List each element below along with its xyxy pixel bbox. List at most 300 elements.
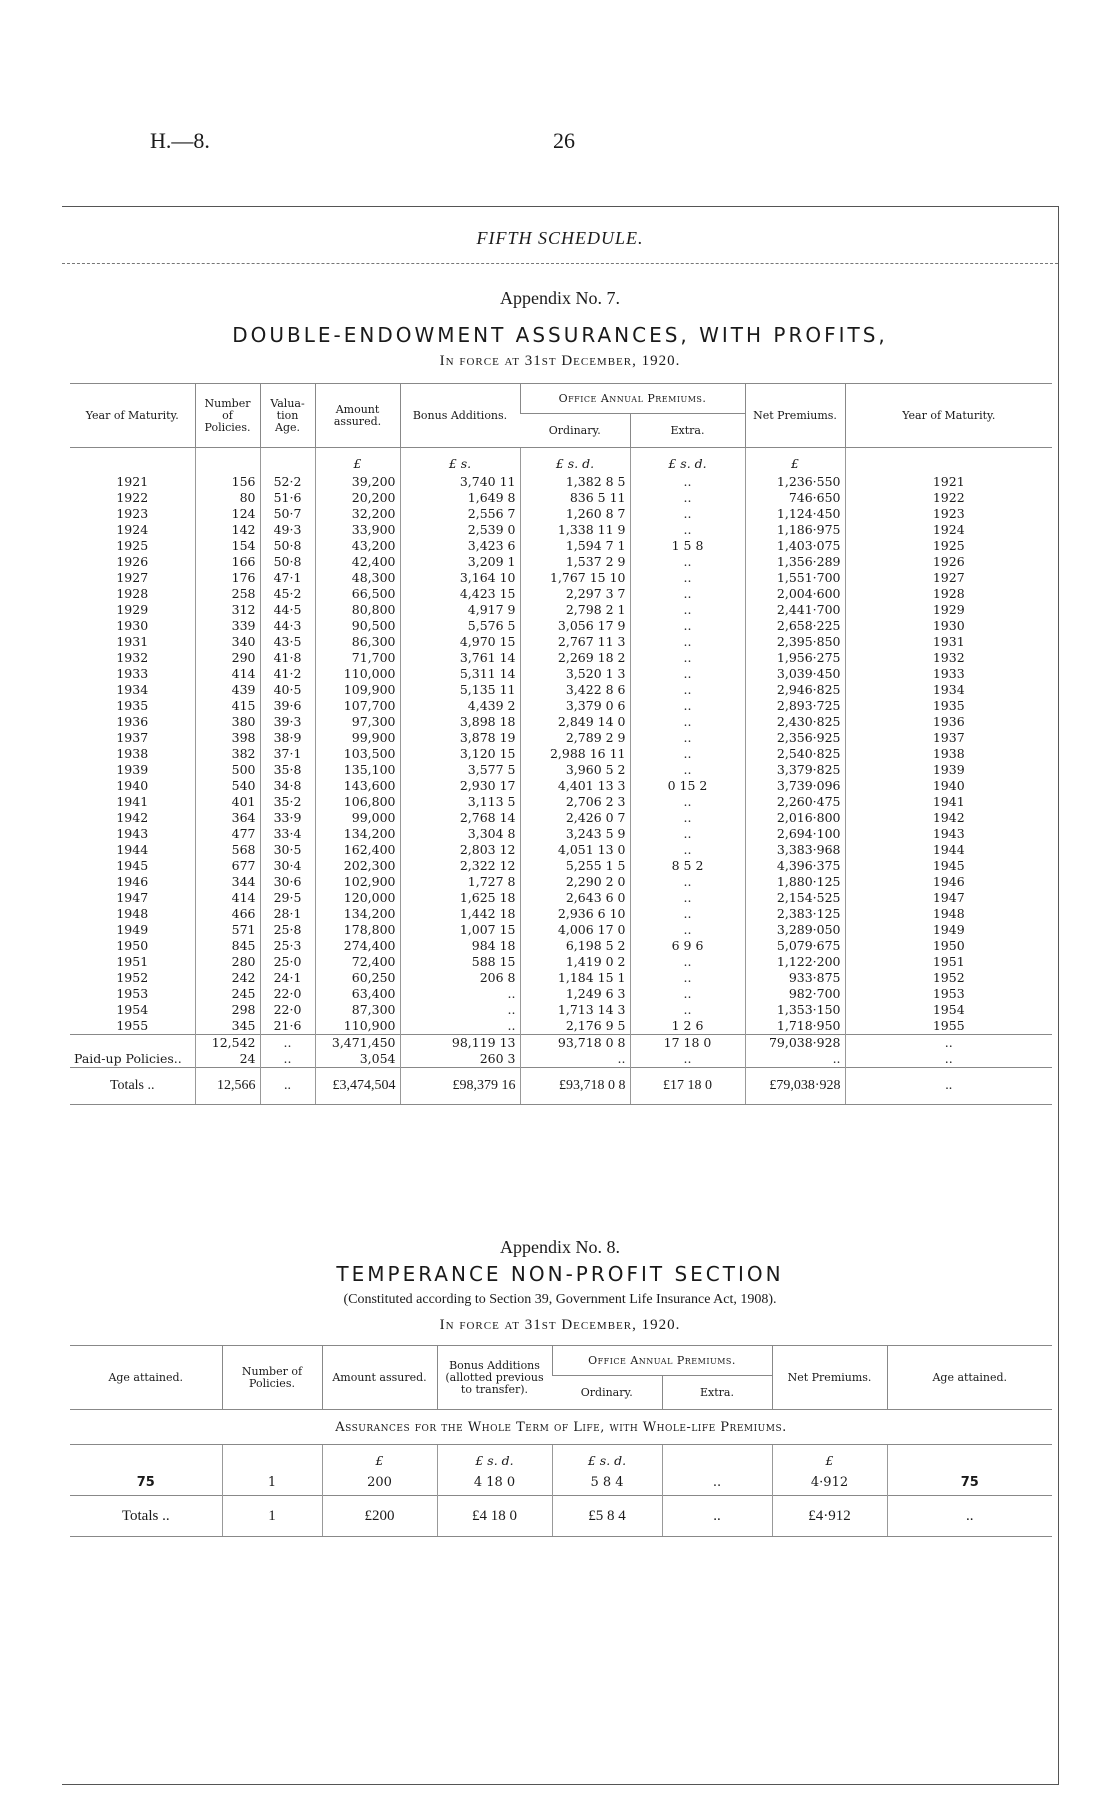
cell-extra: .. xyxy=(630,954,745,970)
header-office-annual-premiums: Office Annual Premiums. xyxy=(520,384,745,414)
cell-number: 401 xyxy=(195,794,260,810)
cell-extra: .. xyxy=(630,474,745,490)
cell-extra: .. xyxy=(630,682,745,698)
cell-valuation-age: .. xyxy=(260,1068,315,1105)
document-reference: H.—8. xyxy=(150,128,210,153)
cell-amount: 202,300 xyxy=(315,858,400,874)
cell-net: 1,356·289 xyxy=(745,554,845,570)
unit-ordinary: £ s. d. xyxy=(552,1445,662,1470)
cell-ordinary: 2,297 3 7 xyxy=(520,586,630,602)
cell-amount: 120,000 xyxy=(315,890,400,906)
total-bonus: £4 18 0 xyxy=(437,1496,552,1537)
cell-ordinary: 1,382 8 5 xyxy=(520,474,630,490)
appendix-8-title: TEMPERANCE NON-PROFIT SECTION xyxy=(336,1262,784,1286)
cell-amount: 42,400 xyxy=(315,554,400,570)
cell-year: 1953 xyxy=(116,986,149,1001)
cell-valuation-age: 38·9 xyxy=(260,730,315,746)
cell-year: 1921 xyxy=(116,474,149,489)
unit-bonus: £ s. xyxy=(400,448,520,475)
cell-amount: 143,600 xyxy=(315,778,400,794)
cell-year: 1938 xyxy=(116,746,149,761)
table-row xyxy=(70,602,1052,618)
cell-year-right: 1931 xyxy=(845,634,1052,650)
cell-year-right: 1941 xyxy=(845,794,1052,810)
header-age-attained-right: Age attained. xyxy=(887,1346,1052,1410)
cell-amount: 39,200 xyxy=(315,474,400,490)
unit-net: £ xyxy=(772,1445,887,1470)
cell-valuation-age: 41·8 xyxy=(260,650,315,666)
cell-number: 290 xyxy=(195,650,260,666)
cell-extra: .. xyxy=(630,490,745,506)
table-row xyxy=(70,682,1052,698)
table-row xyxy=(70,618,1052,634)
cell-bonus: 2,539 0 xyxy=(400,522,520,538)
cell-number: 845 xyxy=(195,938,260,954)
cell-bonus: 260 3 xyxy=(400,1051,520,1068)
cell-bonus: 3,113 5 xyxy=(400,794,520,810)
cell-bonus: 1,727 8 xyxy=(400,874,520,890)
cell-number: 176 xyxy=(195,570,260,586)
cell-year: 1927 xyxy=(116,570,149,585)
cell-age-right: 75 xyxy=(887,1469,1052,1496)
cell-year: 1933 xyxy=(116,666,149,681)
cell-year-right: 1921 xyxy=(845,474,1052,490)
cell-amount: 72,400 xyxy=(315,954,400,970)
table-row xyxy=(70,762,1052,778)
cell-extra: .. xyxy=(630,794,745,810)
cell-bonus: 206 8 xyxy=(400,970,520,986)
cell-ordinary: 1,419 0 2 xyxy=(520,954,630,970)
cell-net: 2,016·800 xyxy=(745,810,845,826)
cell-age: 75 xyxy=(136,1474,155,1490)
cell-ordinary: 2,988 16 11 xyxy=(520,746,630,762)
cell-year-right: 1953 xyxy=(845,986,1052,1002)
section-heading-row xyxy=(70,1410,1052,1445)
cell-bonus: .. xyxy=(400,986,520,1002)
cell-valuation-age: 28·1 xyxy=(260,906,315,922)
cell-year: 1930 xyxy=(116,618,149,633)
cell-extra: .. xyxy=(630,618,745,634)
table-row xyxy=(70,586,1052,602)
cell-valuation-age: 37·1 xyxy=(260,746,315,762)
cell-year: 1947 xyxy=(116,890,149,905)
cell-net: £79,038·928 xyxy=(745,1068,845,1105)
cell-year-right: 1944 xyxy=(845,842,1052,858)
total-number: 1 xyxy=(222,1496,322,1537)
cell-ordinary: 2,176 9 5 xyxy=(520,1018,630,1035)
cell-net: 3,039·450 xyxy=(745,666,845,682)
cell-net: 746·650 xyxy=(745,490,845,506)
cell-extra: .. xyxy=(630,666,745,682)
cell-year-right: 1929 xyxy=(845,602,1052,618)
cell-ordinary: 2,789 2 9 xyxy=(520,730,630,746)
appendix-7-subtitle: In force at 31st December, 1920. xyxy=(439,353,681,369)
total-amount: £200 xyxy=(322,1496,437,1537)
cell-extra: 0 15 2 xyxy=(630,778,745,794)
cell-number: 80 xyxy=(195,490,260,506)
cell-extra: .. xyxy=(630,986,745,1002)
cell-year-right: 1946 xyxy=(845,874,1052,890)
cell-ordinary: £93,718 0 8 xyxy=(520,1068,630,1105)
cell-year-right: 1935 xyxy=(845,698,1052,714)
cell-year: 1922 xyxy=(116,490,149,505)
cell-valuation-age: 41·2 xyxy=(260,666,315,682)
cell-extra: .. xyxy=(630,698,745,714)
cell-net: 2,946·825 xyxy=(745,682,845,698)
cell-year: 1926 xyxy=(116,554,149,569)
subtotal-row xyxy=(70,1035,1052,1052)
cell-ordinary: 2,290 2 0 xyxy=(520,874,630,890)
table-row xyxy=(70,890,1052,906)
cell-number: 345 xyxy=(195,1018,260,1035)
cell-net: 1,186·975 xyxy=(745,522,845,538)
appendix-7-label: Appendix No. 7. xyxy=(500,288,620,308)
cell-number: 344 xyxy=(195,874,260,890)
cell-ordinary: 1,249 6 3 xyxy=(520,986,630,1002)
cell-amount: 103,500 xyxy=(315,746,400,762)
cell-extra: 8 5 2 xyxy=(630,858,745,874)
cell-number: 166 xyxy=(195,554,260,570)
cell-ordinary: 3,960 5 2 xyxy=(520,762,630,778)
cell-extra: 1 2 6 xyxy=(630,1018,745,1035)
cell-extra: .. xyxy=(630,1051,745,1068)
cell-net: 1,956·275 xyxy=(745,650,845,666)
table-row xyxy=(70,650,1052,666)
cell-bonus: 3,209 1 xyxy=(400,554,520,570)
cell-number: 298 xyxy=(195,1002,260,1018)
cell-ordinary: 2,269 18 2 xyxy=(520,650,630,666)
cell-number: 439 xyxy=(195,682,260,698)
header-year-of-maturity: Year of Maturity. xyxy=(70,384,195,448)
cell-number: 12,566 xyxy=(195,1068,260,1105)
cell-valuation-age: 25·8 xyxy=(260,922,315,938)
cell-ordinary: 3,422 8 6 xyxy=(520,682,630,698)
table-row xyxy=(70,906,1052,922)
cell-valuation-age: 51·6 xyxy=(260,490,315,506)
table-row xyxy=(70,714,1052,730)
cell-valuation-age: 49·3 xyxy=(260,522,315,538)
cell-amount: 66,500 xyxy=(315,586,400,602)
cell-bonus: 4,439 2 xyxy=(400,698,520,714)
cell-bonus: 3,761 14 xyxy=(400,650,520,666)
cell-year: 1934 xyxy=(116,682,149,697)
cell-year: 1944 xyxy=(116,842,149,857)
cell-bonus: 1,649 8 xyxy=(400,490,520,506)
cell-year: 1925 xyxy=(116,538,149,553)
cell-year-right: 1942 xyxy=(845,810,1052,826)
total-age: .. xyxy=(887,1496,1052,1537)
cell-year: 1935 xyxy=(116,698,149,713)
cell-number: 245 xyxy=(195,986,260,1002)
cell-year-right: 1938 xyxy=(845,746,1052,762)
cell-amount: 48,300 xyxy=(315,570,400,586)
cell-valuation-age: 39·6 xyxy=(260,698,315,714)
cell-extra: .. xyxy=(630,970,745,986)
cell-valuation-age: 50·8 xyxy=(260,538,315,554)
cell-amount: 43,200 xyxy=(315,538,400,554)
cell-net: 2,004·600 xyxy=(745,586,845,602)
cell-net: 3,739·096 xyxy=(745,778,845,794)
cell-net: 1,718·950 xyxy=(745,1018,845,1035)
table-row xyxy=(70,810,1052,826)
cell-ordinary: 1,594 7 1 xyxy=(520,538,630,554)
totals-row xyxy=(70,1496,1052,1537)
cell-net: 2,430·825 xyxy=(745,714,845,730)
cell-year: 1949 xyxy=(116,922,149,937)
cell-year: 1946 xyxy=(116,874,149,889)
cell-amount: 200 xyxy=(322,1469,437,1496)
total-ordinary: £5 8 4 xyxy=(552,1496,662,1537)
cell-valuation-age: 30·6 xyxy=(260,874,315,890)
cell-ordinary: 3,379 0 6 xyxy=(520,698,630,714)
cell-year-right: .. xyxy=(845,1035,1052,1052)
cell-amount: 162,400 xyxy=(315,842,400,858)
cell-number: 364 xyxy=(195,810,260,826)
cell-extra: .. xyxy=(630,826,745,842)
cell-bonus: 3,878 19 xyxy=(400,730,520,746)
table-row xyxy=(70,938,1052,954)
unit-amount: £ xyxy=(315,448,400,475)
cell-bonus: 1,007 15 xyxy=(400,922,520,938)
cell-bonus: 4 18 0 xyxy=(437,1469,552,1496)
table-row xyxy=(70,746,1052,762)
cell-year-right: 1922 xyxy=(845,490,1052,506)
cell-net: 2,260·475 xyxy=(745,794,845,810)
cell-bonus: 588 15 xyxy=(400,954,520,970)
cell-extra: .. xyxy=(630,650,745,666)
appendix-8-subtitle: In force at 31st December, 1920. xyxy=(439,1317,681,1333)
cell-year-right: 1926 xyxy=(845,554,1052,570)
cell-amount: 110,000 xyxy=(315,666,400,682)
cell-extra: .. xyxy=(630,762,745,778)
cell-number: 156 xyxy=(195,474,260,490)
cell-amount: 32,200 xyxy=(315,506,400,522)
cell-year: 1932 xyxy=(116,650,149,665)
cell-valuation-age: 47·1 xyxy=(260,570,315,586)
cell-number: 382 xyxy=(195,746,260,762)
cell-year-right: 1936 xyxy=(845,714,1052,730)
cell-bonus: 2,930 17 xyxy=(400,778,520,794)
units-row xyxy=(70,448,1052,475)
cell-year-right: 1932 xyxy=(845,650,1052,666)
cell-year: 1931 xyxy=(116,634,149,649)
cell-net: 2,154·525 xyxy=(745,890,845,906)
cell-year-right: 1927 xyxy=(845,570,1052,586)
cell-number: 677 xyxy=(195,858,260,874)
cell-extra: .. xyxy=(630,874,745,890)
table-row xyxy=(70,954,1052,970)
cell-bonus: 3,120 15 xyxy=(400,746,520,762)
table-row xyxy=(70,1469,1052,1496)
table-row xyxy=(70,666,1052,682)
header-number-of-policies: Number of Policies. xyxy=(195,384,260,448)
cell-extra: .. xyxy=(630,730,745,746)
cell-extra: .. xyxy=(630,890,745,906)
cell-amount: £3,474,504 xyxy=(315,1068,400,1105)
cell-bonus: 3,423 6 xyxy=(400,538,520,554)
cell-extra: .. xyxy=(630,906,745,922)
cell-amount: 33,900 xyxy=(315,522,400,538)
cell-net: 2,383·125 xyxy=(745,906,845,922)
cell-bonus: 2,803 12 xyxy=(400,842,520,858)
cell-ordinary: 1,338 11 9 xyxy=(520,522,630,538)
cell-ordinary: 3,520 1 3 xyxy=(520,666,630,682)
cell-ordinary: 1,184 15 1 xyxy=(520,970,630,986)
cell-net: 982·700 xyxy=(745,986,845,1002)
cell-number: 415 xyxy=(195,698,260,714)
section-heading: Assurances for the Whole Term of Life, with Whole-life Premiums. xyxy=(70,1410,1052,1445)
header-year-of-maturity-right: Year of Maturity. xyxy=(845,384,1052,448)
cell-ordinary: 5,255 1 5 xyxy=(520,858,630,874)
cell-number: 540 xyxy=(195,778,260,794)
paid-up-row xyxy=(70,1051,1052,1068)
cell-amount: 60,250 xyxy=(315,970,400,986)
cell-valuation-age: 30·5 xyxy=(260,842,315,858)
cell-valuation-age: 33·9 xyxy=(260,810,315,826)
cell-number: 414 xyxy=(195,666,260,682)
cell-year-right: 1952 xyxy=(845,970,1052,986)
cell-year xyxy=(70,1035,195,1052)
cell-ordinary: 4,051 13 0 xyxy=(520,842,630,858)
cell-extra: £17 18 0 xyxy=(630,1068,745,1105)
header-net-premiums: Net Premiums. xyxy=(772,1346,887,1410)
cell-bonus: 98,119 13 xyxy=(400,1035,520,1052)
cell-number: 312 xyxy=(195,602,260,618)
totals-label: Totals .. xyxy=(70,1496,222,1537)
table-row xyxy=(70,538,1052,554)
cell-valuation-age: 50·7 xyxy=(260,506,315,522)
table-row xyxy=(70,794,1052,810)
cell-net: 79,038·928 xyxy=(745,1035,845,1052)
table-row xyxy=(70,506,1052,522)
cell-number: 339 xyxy=(195,618,260,634)
cell-amount: 110,900 xyxy=(315,1018,400,1035)
cell-bonus: £98,379 16 xyxy=(400,1068,520,1105)
cell-ordinary: 4,006 17 0 xyxy=(520,922,630,938)
cell-year: 1955 xyxy=(116,1018,149,1033)
cell-net: 2,356·925 xyxy=(745,730,845,746)
cell-amount: 274,400 xyxy=(315,938,400,954)
cell-year: 1941 xyxy=(116,794,149,809)
cell-valuation-age: 44·3 xyxy=(260,618,315,634)
cell-ordinary: 2,936 6 10 xyxy=(520,906,630,922)
cell-valuation-age: 34·8 xyxy=(260,778,315,794)
cell-amount: 134,200 xyxy=(315,826,400,842)
cell-extra: 1 5 8 xyxy=(630,538,745,554)
cell-year-right: 1948 xyxy=(845,906,1052,922)
cell-extra: .. xyxy=(630,746,745,762)
cell-year-right: .. xyxy=(845,1051,1052,1068)
cell-ordinary: 836 5 11 xyxy=(520,490,630,506)
cell-valuation-age: 29·5 xyxy=(260,890,315,906)
cell-net: 5,079·675 xyxy=(745,938,845,954)
cell-amount: 90,500 xyxy=(315,618,400,634)
cell-ordinary: 2,767 11 3 xyxy=(520,634,630,650)
appendix-7-table xyxy=(70,383,1052,1105)
appendix-8-note: (Constituted according to Section 39, Government Life Insurance Act, 1908). xyxy=(343,1292,777,1307)
cell-net: 1,353·150 xyxy=(745,1002,845,1018)
totals-label: Totals .. xyxy=(70,1068,195,1105)
page-number: 26 xyxy=(553,128,575,153)
cell-number: 142 xyxy=(195,522,260,538)
cell-year: 1924 xyxy=(116,522,149,537)
header-amount-assured: Amount assured. xyxy=(315,384,400,448)
cell-ordinary: 4,401 13 3 xyxy=(520,778,630,794)
cell-bonus: 2,556 7 xyxy=(400,506,520,522)
table-row xyxy=(70,698,1052,714)
cell-year: 1943 xyxy=(116,826,149,841)
cell-bonus: 5,311 14 xyxy=(400,666,520,682)
unit-ordinary: £ s. d. xyxy=(520,448,630,475)
cell-amount: 3,471,450 xyxy=(315,1035,400,1052)
cell-year: 1942 xyxy=(116,810,149,825)
cell-net: 1,122·200 xyxy=(745,954,845,970)
cell-net: 3,383·968 xyxy=(745,842,845,858)
cell-ordinary: 2,643 6 0 xyxy=(520,890,630,906)
cell-year-right: 1924 xyxy=(845,522,1052,538)
cell-net: 1,880·125 xyxy=(745,874,845,890)
cell-year-right: 1947 xyxy=(845,890,1052,906)
header-amount-assured: Amount assured. xyxy=(322,1346,437,1410)
cell-number: 124 xyxy=(195,506,260,522)
cell-valuation-age: 39·3 xyxy=(260,714,315,730)
cell-year: 1954 xyxy=(116,1002,149,1017)
cell-ordinary: .. xyxy=(520,1051,630,1068)
unit-extra: £ s. d. xyxy=(630,448,745,475)
table-row xyxy=(70,522,1052,538)
cell-amount: 178,800 xyxy=(315,922,400,938)
cell-amount: 134,200 xyxy=(315,906,400,922)
table-row xyxy=(70,986,1052,1002)
cell-year-right: 1925 xyxy=(845,538,1052,554)
cell-amount: 102,900 xyxy=(315,874,400,890)
cell-year: 1948 xyxy=(116,906,149,921)
cell-bonus: 2,768 14 xyxy=(400,810,520,826)
cell-year: 1937 xyxy=(116,730,149,745)
cell-year-right: 1945 xyxy=(845,858,1052,874)
cell-extra: .. xyxy=(630,586,745,602)
cell-valuation-age: 35·2 xyxy=(260,794,315,810)
cell-ordinary: 5 8 4 xyxy=(552,1469,662,1496)
cell-year-right: 1950 xyxy=(845,938,1052,954)
table-row xyxy=(70,490,1052,506)
cell-ordinary: 3,243 5 9 xyxy=(520,826,630,842)
cell-valuation-age: 45·2 xyxy=(260,586,315,602)
cell-valuation-age: 21·6 xyxy=(260,1018,315,1035)
cell-number: 280 xyxy=(195,954,260,970)
cell-bonus: 4,970 15 xyxy=(400,634,520,650)
cell-amount: 99,900 xyxy=(315,730,400,746)
table-row xyxy=(70,970,1052,986)
cell-bonus: 4,423 15 xyxy=(400,586,520,602)
cell-year-right: 1934 xyxy=(845,682,1052,698)
cell-ordinary: 2,849 14 0 xyxy=(520,714,630,730)
cell-valuation-age: 25·3 xyxy=(260,938,315,954)
cell-net: 2,395·850 xyxy=(745,634,845,650)
cell-year-right: 1923 xyxy=(845,506,1052,522)
cell-extra: .. xyxy=(630,634,745,650)
cell-ordinary: 2,798 2 1 xyxy=(520,602,630,618)
cell-year: 1929 xyxy=(116,602,149,617)
total-extra: .. xyxy=(662,1496,772,1537)
cell-bonus: 3,577 5 xyxy=(400,762,520,778)
cell-year-right: 1954 xyxy=(845,1002,1052,1018)
cell-net: 2,893·725 xyxy=(745,698,845,714)
cell-extra: .. xyxy=(630,1002,745,1018)
cell-amount: 107,700 xyxy=(315,698,400,714)
cell-number: 414 xyxy=(195,890,260,906)
schedule-title: FIFTH SCHEDULE. xyxy=(476,228,644,248)
